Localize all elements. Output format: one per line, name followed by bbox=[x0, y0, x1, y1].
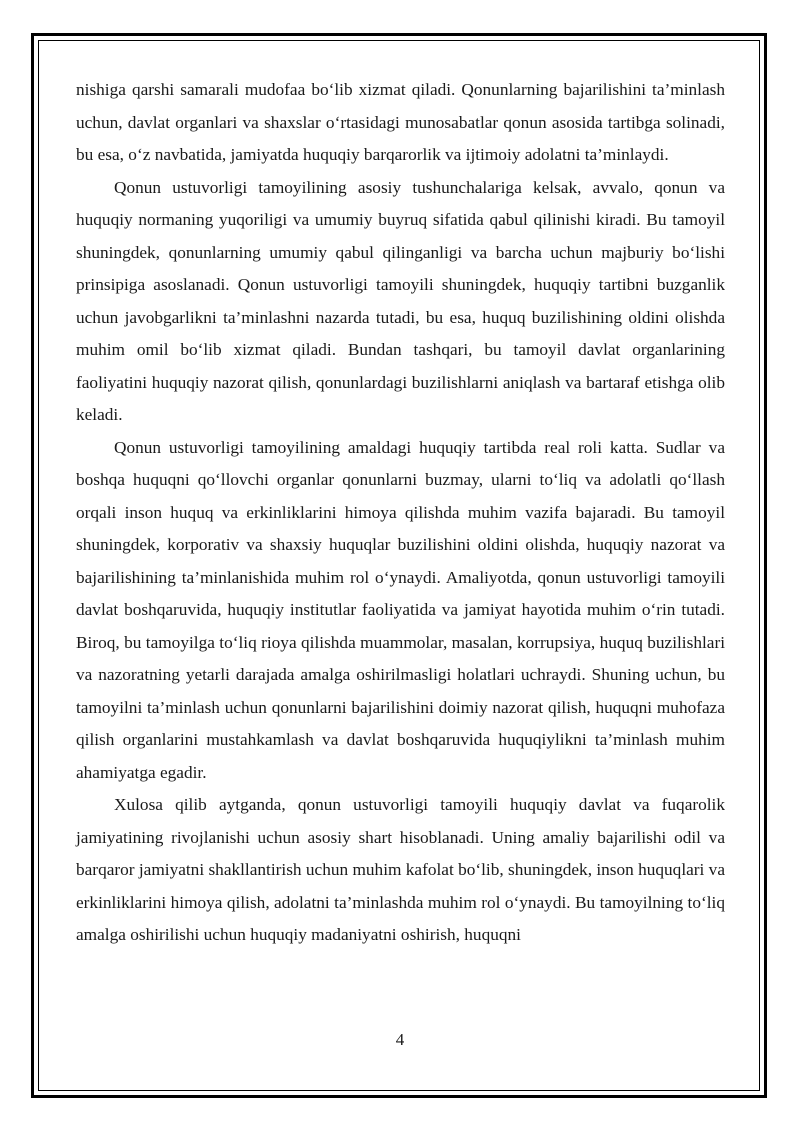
paragraph-continuation: nishiga qarshi samarali mudofaa bo‘lib xizmat qiladi. Qonunlarning bajarilishini ta’minlash uchun, davlat organlari va shaxslar o‘rtasidagi munosabatlar qonun asosida tartibga solinadi, bu esa, o‘z navbatida, jamiyatda huquqiy barqarorlik va ijtimoiy adolatni ta’minlaydi. bbox=[76, 80, 725, 164]
document-body bbox=[76, 74, 725, 952]
paragraph-conclusion: Xulosa qilib aytganda, qonun ustuvorligi tamoyili huquqiy davlat va fuqarolik jamiyatining rivojlanishi uchun asosiy shart hisoblanadi. Uning amaliy bajarilishi odil va barqaror jamiyatni shakllantirish uchun muhim kafolat bo‘lib, shuningdek, inson huquqlari va erkinliklarini himoya qilish, adolatni ta’minlashda muhim rol o‘ynaydi. Bu tamoyilning to‘liq amalga oshirilishi uchun huquqiy madaniyatni oshirish, huquqni bbox=[76, 795, 725, 944]
paragraph-principle-role: Qonun ustuvorligi tamoyilining amaldagi huquqiy tartibda real roli katta. Sudlar va boshqa huquqni qo‘llovchi organlar qonunlarni buzmay, ularni to‘liq va adolatli qo‘llash orqali inson huquq va erkinliklarini himoya qilishda muhim vazifa bajaradi. Bu tamoyil shuningdek, korporativ va shaxsiy huquqlar buzilishini oldini olishda, huquqiy nazorat va bajarilishining ta’minlanishida muhim rol o‘ynaydi. Amaliyotda, qonun ustuvorligi tamoyili davlat boshqaruvida, huquqiy institutlar faoliyatida va jamiyat hayotida muhim o‘rin tutadi. Biroq, bu tamoyilga to‘liq rioya qilishda muammolar, masalan, korrupsiya, huquq buzilishlari va nazoratning yetarli darajada amalga oshirilmasligi holatlari uchraydi. Shuning uchun, bu tamoyilni ta’minlash uchun qonunlarni bajarilishini doimiy nazorat qilish, huquqni muhofaza qilish organlarini mustahkamlash va davlat boshqaruvida huquqiylikni ta’minlash muhim ahamiyatga egadir. bbox=[76, 437, 725, 782]
page-number: 4 bbox=[395, 1030, 405, 1049]
paragraph-principle-concepts: Qonun ustuvorligi tamoyilining asosiy tushunchalariga kelsak, avvalo, qonun va huquqiy normaning yuqoriligi va umumiy buyruq sifatida qabul qilinishi kiradi. Bu tamoyil shuningdek, qonunlarning umumiy qabul qilinganligi va barcha uchun majburiy bo‘lishi prinsipiga asoslanadi. Qonun ustuvorligi tamoyili shuningdek, huquqiy tartibni buzganlik uchun javobgarlikni ta’minlashni nazarda tutadi, bu esa, huquq buzilishining oldini olishda muhim omil bo‘lib xizmat qiladi. Bundan tashqari, bu tamoyil davlat organlarining faoliyatini huquqiy nazorat qilish, qonunlardagi buzilishlarni aniqlash va bartaraf etishga olib keladi. bbox=[76, 177, 725, 424]
